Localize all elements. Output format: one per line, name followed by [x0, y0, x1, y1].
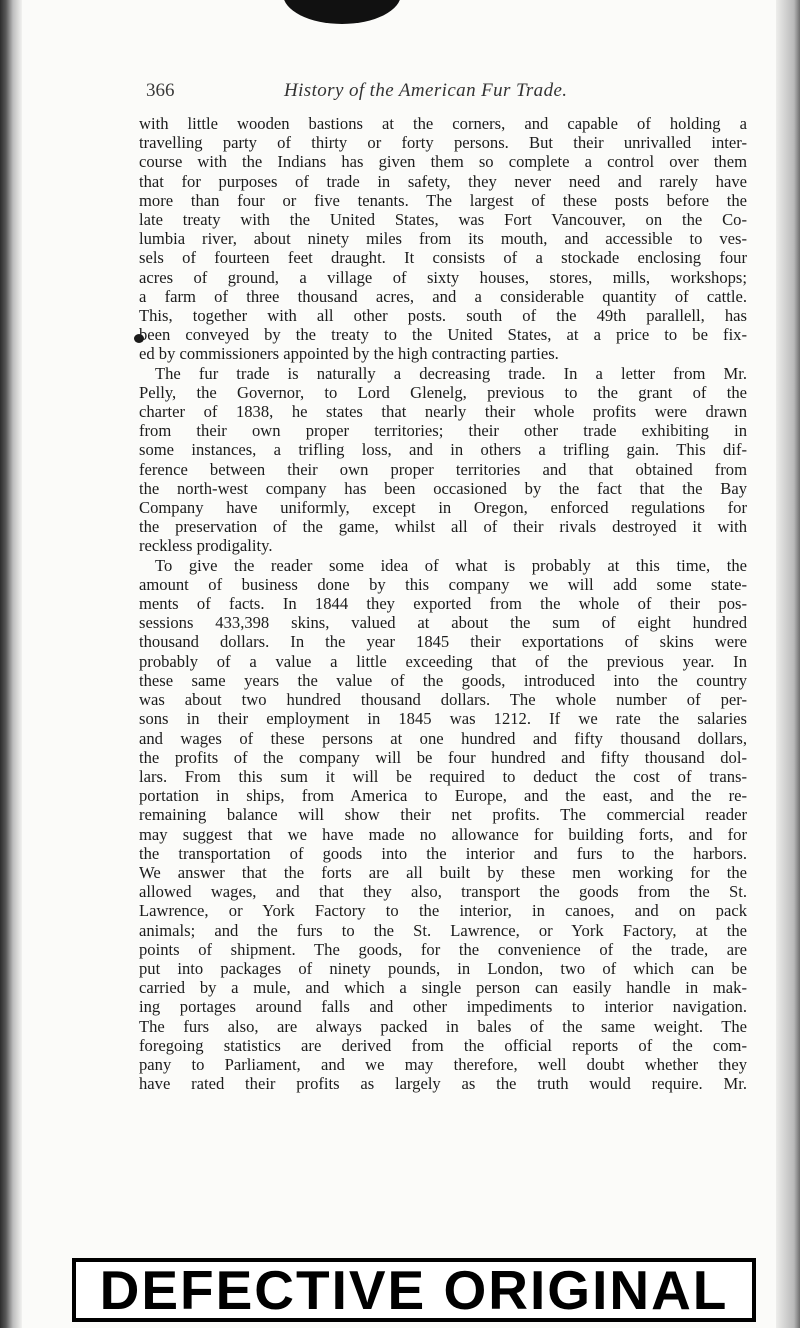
text-line: lumbia river, about ninety miles from its mouth, and accessible to ves-: [139, 229, 747, 249]
defective-original-banner: DEFECTIVE ORIGINAL: [72, 1258, 756, 1322]
page-number: 366: [146, 80, 175, 101]
text-line: portation in ships, from America to Europe, and the east, and the re-: [139, 786, 747, 806]
body-text: [139, 114, 747, 1093]
text-line: these same years the value of the goods, introduced into the country: [139, 670, 747, 690]
text-line: the preservation of the game, whilst all of their rivals destroyed it with: [139, 517, 747, 537]
text-line: that for purposes of trade in safety, they never need and rarely have: [139, 171, 747, 191]
text-line: acres of ground, a village of sixty houses, stores, mills, workshops;: [139, 267, 747, 287]
text-line: lars. From this sum it will be required to deduct the cost of trans-: [139, 766, 747, 786]
text-line: course with the Indians has given them so complete a control over them: [139, 152, 747, 172]
text-line: sons in their employment in 1845 was 1212. If we rate the salaries: [139, 709, 747, 729]
running-title: History of the American Fur Trade.: [284, 80, 568, 101]
text-line: and wages of these persons at one hundred and fifty thousand dollars,: [139, 728, 747, 748]
text-line: ed by commissioners appointed by the high contracting parties.: [139, 344, 559, 364]
text-line: put into packages of ninety pounds, in London, two of which can be: [139, 958, 747, 978]
text-line: charter of 1838, he states that nearly their whole profits were drawn: [139, 402, 747, 422]
text-line: animals; and the furs to the St. Lawrence, or York Factory, at the: [139, 920, 747, 940]
text-line: ing portages around falls and other impediments to interior navigation.: [139, 997, 747, 1017]
text-line: Pelly, the Governor, to Lord Glenelg, previous to the grant of the: [139, 382, 747, 402]
text-line: the profits of the company will be four hundred and fifty thousand dol-: [139, 747, 747, 767]
text-line: Company have uniformly, except in Oregon, enforced regulations for: [139, 498, 747, 518]
text-line: sessions 433,398 skins, valued at about the sum of eight hundred: [139, 613, 747, 633]
text-line: points of shipment. The goods, for the convenience of the trade, are: [139, 939, 747, 959]
text-line: The furs also, are always packed in bales of the same weight. The: [139, 1016, 747, 1036]
text-line: from their own proper territories; their other trade exhibiting in: [139, 421, 747, 441]
text-line: carried by a mule, and which a single person can easily handle in mak-: [139, 978, 747, 998]
text-line: Lawrence, or York Factory to the interior, in canoes, and on pack: [139, 901, 747, 921]
text-line: the transportation of goods into the interior and furs to the harbors.: [139, 843, 747, 863]
text-line: thousand dollars. In the year 1845 their exportations of skins were: [139, 632, 747, 652]
text-line: travelling party of thirty or forty persons. But their unrivalled inter-: [139, 133, 747, 153]
text-line: the north-west company has been occasioned by the fact that the Bay: [139, 478, 747, 498]
text-line: a farm of three thousand acres, and a considerable quantity of cattle.: [139, 286, 747, 306]
text-line: pany to Parliament, and we may therefore, well doubt whether they: [139, 1054, 747, 1074]
text-line: some instances, a trifling loss, and in others a trifling gain. This dif-: [139, 440, 747, 460]
text-line: more than four or five tenants. The largest of these posts before the: [139, 190, 747, 210]
text-line: reckless prodigality.: [139, 536, 273, 556]
text-line: ments of facts. In 1844 they exported from the whole of their pos-: [139, 594, 747, 614]
text-line: foregoing statistics are derived from the official reports of the com-: [139, 1035, 747, 1055]
page-shadow-right: [776, 0, 800, 1328]
text-line: with little wooden bastions at the corners, and capable of holding a: [139, 114, 747, 133]
text-line: The fur trade is naturally a decreasing trade. In a letter from Mr.: [155, 363, 747, 383]
running-head: [146, 80, 756, 106]
text-line: We answer that the forts are all built by these men working for the: [139, 862, 747, 882]
text-line: may suggest that we have made no allowance for building forts, and for: [139, 824, 747, 844]
text-line: been conveyed by the treaty to the United States, at a price to be fix-: [139, 325, 747, 345]
page-shadow-left: [0, 0, 22, 1328]
text-line: To give the reader some idea of what is probably at this time, the: [155, 555, 747, 575]
text-line: amount of business done by this company we will add some state-: [139, 574, 747, 594]
text-line: remaining balance will show their net profits. The commercial reader: [139, 805, 747, 825]
binding-hole: [283, 0, 401, 24]
text-line: have rated their profits as largely as the truth would require. Mr.: [139, 1074, 747, 1094]
text-line: probably of a value a little exceeding that of the previous year. In: [139, 651, 747, 671]
text-line: late treaty with the United States, was Fort Vancouver, on the Co-: [139, 210, 747, 230]
text-line: was about two hundred thousand dollars. The whole number of per-: [139, 690, 747, 710]
text-line: sels of fourteen feet draught. It consists of a stockade enclosing four: [139, 248, 747, 268]
text-line: This, together with all other posts. south of the 49th parallell, has: [139, 306, 747, 326]
text-line: ference between their own proper territories and that obtained from: [139, 459, 747, 479]
text-line: allowed wages, and that they also, transport the goods from the St.: [139, 882, 747, 902]
